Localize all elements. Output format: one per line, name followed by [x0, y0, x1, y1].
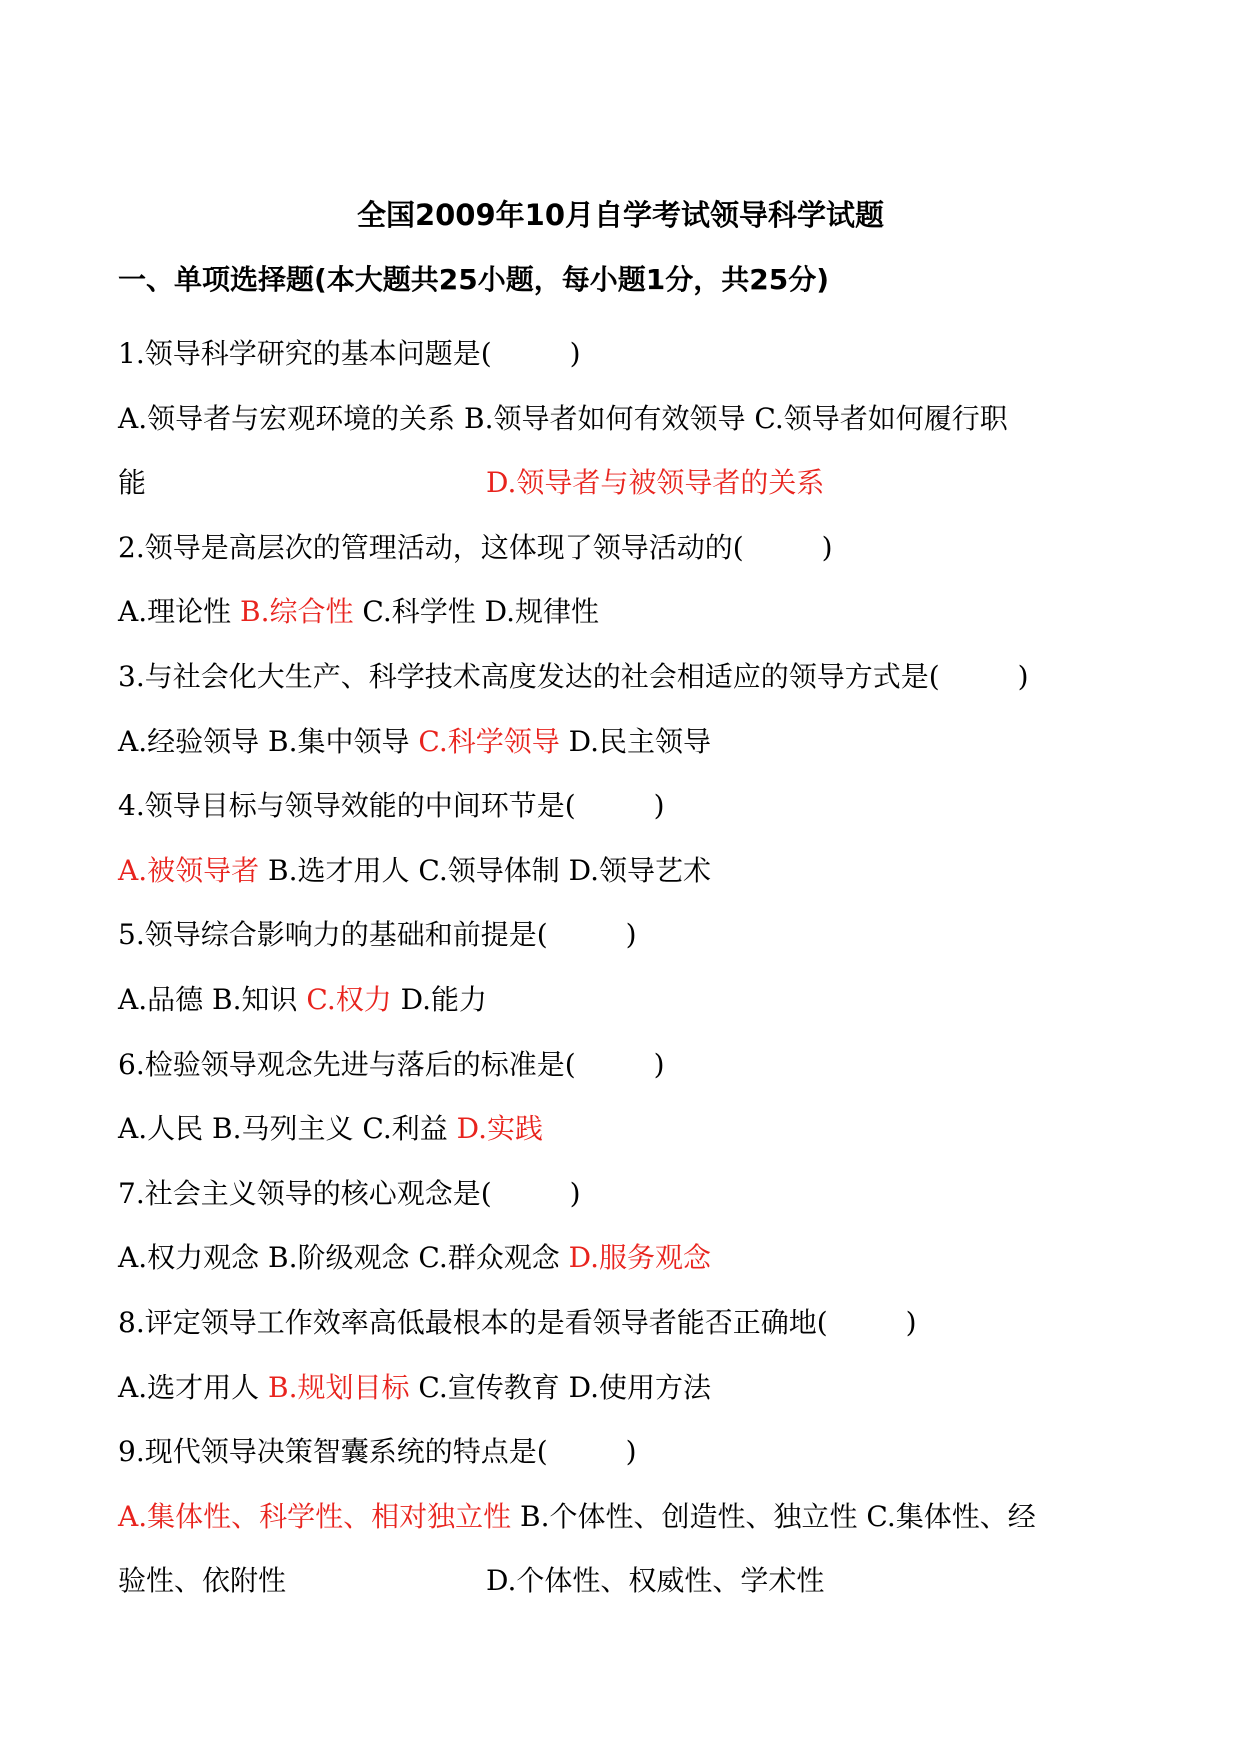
question-close-paren: ) [821, 530, 833, 564]
option-a: A.理论性 [118, 595, 232, 629]
option-a: A.领导者与宏观环境的关系 [118, 401, 456, 435]
option-b-answer: B.综合性 [240, 595, 354, 629]
question-4-stem [118, 774, 1148, 839]
option-b: B.领导者如何有效领导 [464, 401, 746, 435]
question-8-options [118, 1356, 1148, 1421]
question-7-options [118, 1226, 1148, 1291]
option-b: B.集中领导 [268, 724, 410, 758]
question-1-stem [118, 322, 1148, 387]
question-close-paren: ) [625, 1435, 637, 1469]
question-list [118, 322, 1148, 1614]
question-stem: 5.领导综合影响力的基础和前提是( [118, 918, 548, 952]
option-c: C.利益 [362, 1112, 448, 1146]
option-b: B.知识 [212, 982, 298, 1016]
option-b: B.个体性、创造性、独立性 [520, 1499, 858, 1533]
option-d: D.领导艺术 [568, 853, 712, 887]
option-d: D.使用方法 [568, 1370, 712, 1404]
question-stem: 8.评定领导工作效率高低最根本的是看领导者能否正确地( [118, 1305, 828, 1339]
question-close-paren: ) [1017, 659, 1029, 693]
option-c: C.科学性 [362, 595, 476, 629]
question-8-stem [118, 1291, 1148, 1356]
option-d: D.民主领导 [568, 724, 712, 758]
question-stem: 6.检验领导观念先进与落后的标准是( [118, 1047, 576, 1081]
question-stem: 7.社会主义领导的核心观念是( [118, 1176, 492, 1210]
question-close-paren: ) [653, 1047, 665, 1081]
option-c: C.宣传教育 [418, 1370, 560, 1404]
option-a: A.品德 [118, 982, 204, 1016]
option-d-answer: D.服务观念 [568, 1241, 712, 1275]
question-9-stem [118, 1420, 1148, 1485]
option-d: D.能力 [400, 982, 488, 1016]
question-9-options-cont [118, 1549, 1148, 1614]
option-d-answer: D.实践 [456, 1112, 544, 1146]
option-b: B.阶级观念 [268, 1241, 410, 1275]
question-2-options [118, 580, 1148, 645]
option-b-answer: B.规划目标 [268, 1370, 410, 1404]
option-c-answer: C.权力 [306, 982, 392, 1016]
question-stem: 3.与社会化大生产、科学技术高度发达的社会相适应的领导方式是( [118, 659, 940, 693]
section-heading: 一、单项选择题(本大题共25小题，每小题1分，共25分) [118, 263, 830, 296]
exam-title: 全国2009年10月自学考试领导科学试题 [356, 198, 885, 232]
question-1-options [118, 387, 1148, 452]
question-7-stem [118, 1162, 1148, 1227]
question-4-options [118, 839, 1148, 904]
question-5-stem [118, 903, 1148, 968]
question-3-options [118, 710, 1148, 775]
option-c-continued: 验性、依附性 [118, 1564, 287, 1598]
option-c: C.群众观念 [418, 1241, 560, 1275]
option-a-answer: A.集体性、科学性、相对独立性 [118, 1499, 512, 1533]
question-stem: 9.现代领导决策智囊系统的特点是( [118, 1435, 548, 1469]
option-d: D.规律性 [484, 595, 600, 629]
question-close-paren: ) [569, 1176, 581, 1210]
question-2-stem [118, 516, 1148, 581]
option-c-continued: 能 [118, 466, 147, 500]
question-stem: 2.领导是高层次的管理活动，这体现了领导活动的( [118, 530, 744, 564]
question-close-paren: ) [653, 789, 665, 823]
option-b: B.选才用人 [268, 853, 410, 887]
question-3-stem [118, 645, 1148, 710]
option-c: C.集体性、经 [866, 1499, 1036, 1533]
option-d: D.个体性、权威性、学术性 [486, 1564, 825, 1598]
option-c-answer: C.科学领导 [418, 724, 560, 758]
question-stem: 4.领导目标与领导效能的中间环节是( [118, 789, 576, 823]
question-9-options [118, 1485, 1148, 1550]
question-6-options [118, 1097, 1148, 1162]
option-d-answer: D.领导者与被领导者的关系 [486, 466, 825, 500]
question-close-paren: ) [905, 1305, 917, 1339]
option-a-answer: A.被领导者 [118, 853, 260, 887]
option-a: A.选才用人 [118, 1370, 260, 1404]
option-b: B.马列主义 [212, 1112, 354, 1146]
question-1-options-cont [118, 451, 1148, 516]
question-5-options [118, 968, 1148, 1033]
question-6-stem [118, 1033, 1148, 1098]
option-a: A.权力观念 [118, 1241, 260, 1275]
option-a: A.经验领导 [118, 724, 260, 758]
option-c: C.领导者如何履行职 [754, 401, 1008, 435]
question-close-paren: ) [569, 337, 581, 370]
option-a: A.人民 [118, 1112, 204, 1146]
question-stem: 1.领导科学研究的基本问题是( [118, 337, 492, 370]
question-close-paren: ) [625, 918, 637, 952]
option-c: C.领导体制 [418, 853, 560, 887]
